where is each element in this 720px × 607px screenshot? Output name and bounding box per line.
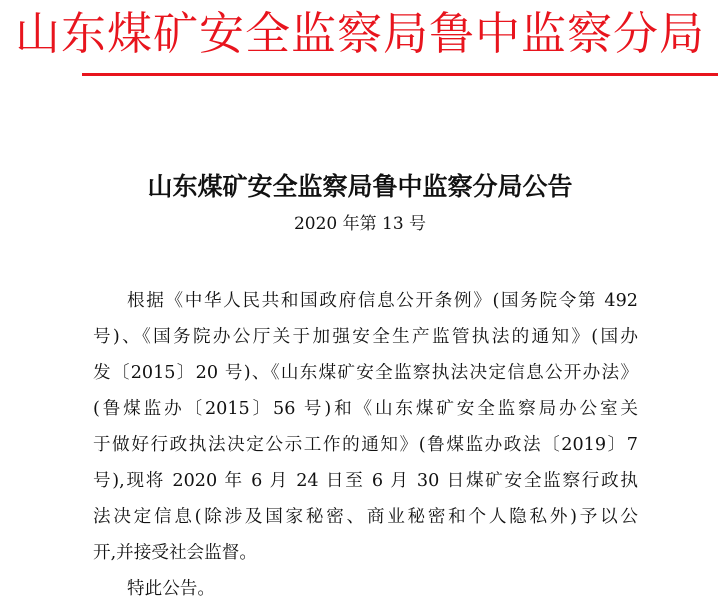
closing-statement: 特此公告。 xyxy=(127,579,215,599)
body-line: 根据《中华人民共和国政府信息公开条例》(国务院令第 492 xyxy=(127,291,638,311)
announcement-title: 山东煤矿安全监察局鲁中监察分局公告 xyxy=(147,172,573,201)
body-line: 法决定信息(除涉及国家秘密、商业秘密和个人隐私外)予以公 xyxy=(93,507,638,527)
body-line: 号),现将 2020 年 6 月 24 日至 6 月 30 日煤矿安全监察行政执 xyxy=(93,471,638,491)
announcement-body xyxy=(93,283,638,607)
letterhead-title: 山东煤矿安全监察局鲁中监察分局 xyxy=(14,7,705,60)
letterhead-rule xyxy=(82,73,718,76)
body-line: 开,并接受社会监督。 xyxy=(93,543,257,563)
body-line: 于做好行政执法决定公示工作的通知》(鲁煤监办政法〔2019〕7 xyxy=(93,435,638,455)
body-line: 发〔2015〕20 号)、《山东煤矿安全监察执法决定信息公开办法》 xyxy=(93,363,638,383)
body-line: (鲁煤监办〔2015〕56 号)和《山东煤矿安全监察局办公室关 xyxy=(93,399,638,419)
body-line: 号)、《国务院办公厅关于加强安全生产监管执法的通知》(国办 xyxy=(93,327,638,347)
announcement-number: 2020 年第 13 号 xyxy=(293,214,427,234)
